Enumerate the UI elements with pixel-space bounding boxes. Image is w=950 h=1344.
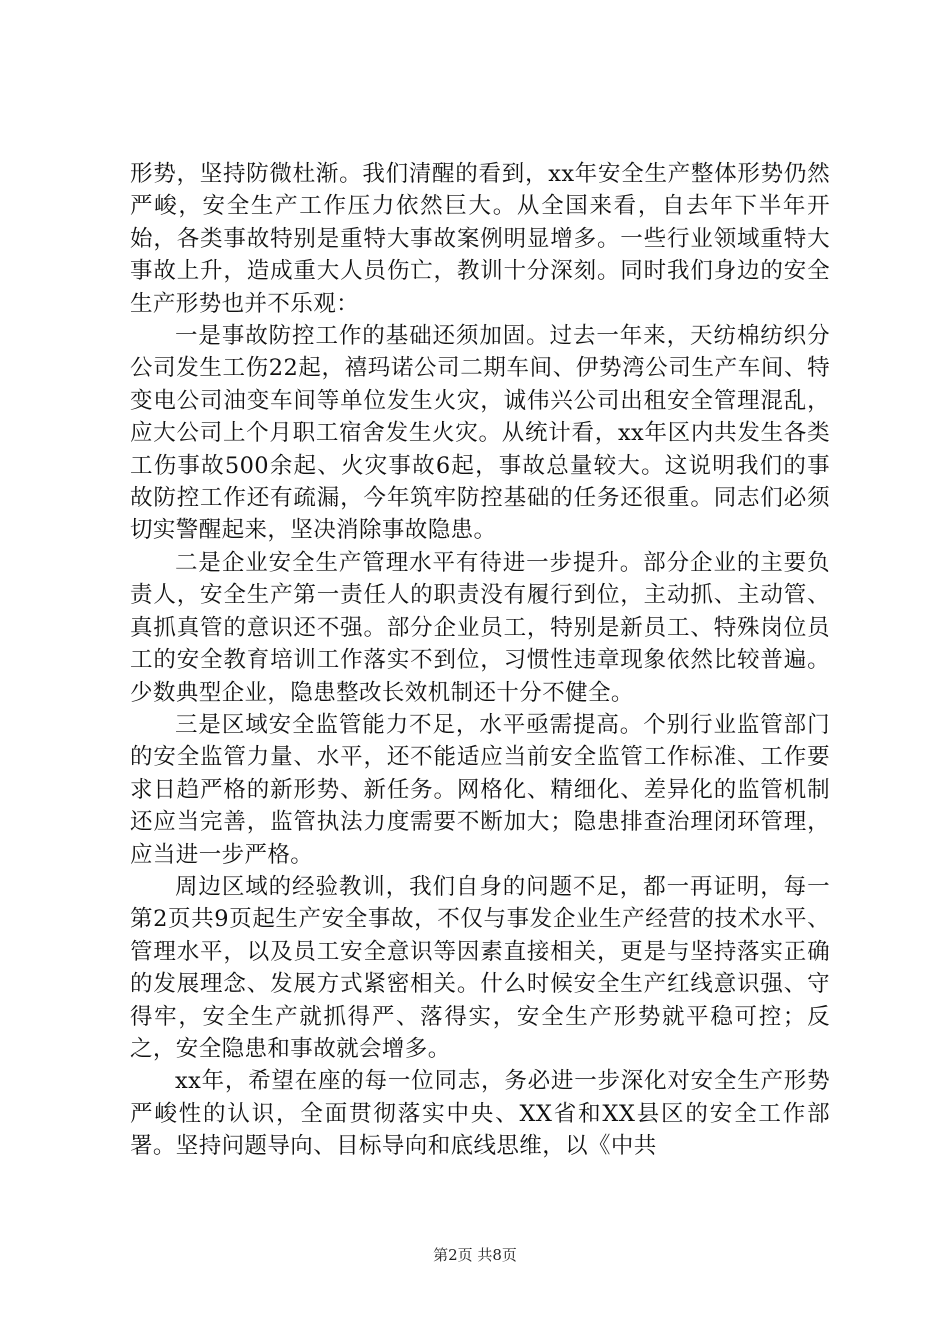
paragraph-continuation: 形势，坚持防微杜渐。我们清醒的看到，xx年安全生产整体形势仍然严峻，安全生产工作压力依然巨大。从全国来看，自去年下半年开始，各类事故特别是重特大事故案例明显增多。一些行业领域重特大事故上升，造成重大人员伤亡，教训十分深刻。同时我们身边的安全生产形势也并不乐观： [130, 161, 830, 317]
page-number-footer: 第2页 共8页 [433, 1246, 517, 1264]
paragraph-point-two: 二是企业安全生产管理水平有待进一步提升。部分企业的主要负责人，安全生产第一责任人的职责没有履行到位，主动抓、主动管、真抓真管的意识还不强。部分企业员工，特别是新员工、特殊岗位员工的安全教育培训工作落实不到位，习惯性违章现象依然比较普遍。少数典型企业，隐患整改长效机制还十分不健全。 [130, 549, 830, 706]
paragraph-lessons: 周边区域的经验教训，我们自身的问题不足，都一再证明，每一第2页共9页起生产安全事故，不仅与事发企业生产经营的技术水平、管理水平，以及员工安全意识等因素直接相关，更是与坚持落实正确的发展理念、发展方式紧密相关。什么时候安全生产红线意识强、守得牢，安全生产就抓得严、落得实，安全生产形势就平稳可控；反之，安全隐患和事故就会增多。 [130, 873, 830, 1062]
document-body [130, 158, 830, 1163]
paragraph-expectations: xx年，希望在座的每一位同志，务必进一步深化对安全生产形势严峻性的认识，全面贯彻落实中央、XX省和XX县区的安全工作部署。坚持问题导向、目标导向和底线思维，以《中共 [130, 1068, 830, 1160]
paragraph-point-one: 一是事故防控工作的基础还须加固。过去一年来，天纺棉纺织分公司发生工伤22起，禧玛诺公司二期车间、伊势湾公司生产车间、特变电公司油变车间等单位发生火灾，诚伟兴公司出租安全管理混乱，应大公司上个月职工宿舍发生火灾。从统计看，xx年区内共发生各类工伤事故500余起、火灾事故6起，事故总量较大。这说明我们的事故防控工作还有疏漏，今年筑牢防控基础的任务还很重。同志们必须切实警醒起来，坚决消除事故隐患。 [130, 323, 830, 544]
paragraph-point-three: 三是区域安全监管能力不足，水平亟需提高。个别行业监管部门的安全监管力量、水平，还不能适应当前安全监管工作标准、工作要求日趋严格的新形势、新任务。网格化、精细化、差异化的监管机制还应当完善，监管执法力度需要不断加大；隐患排查治理闭环管理，应当进一步严格。 [130, 711, 830, 868]
